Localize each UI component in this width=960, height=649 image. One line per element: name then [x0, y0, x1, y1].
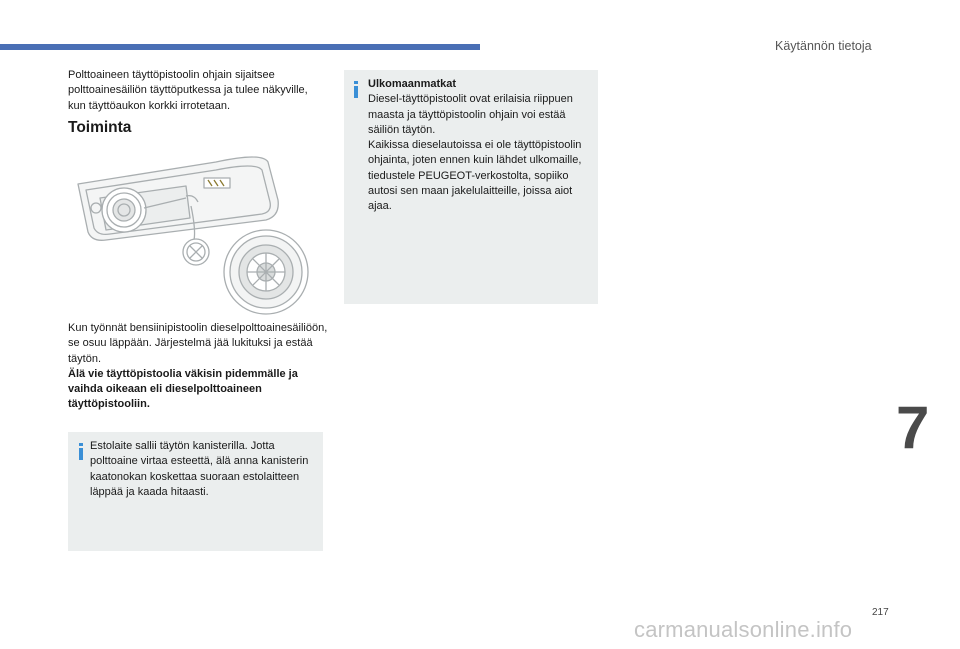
- note-jerrycan-text: Estolaite sallii täytön kanisterilla. Jotta polttoaine virtaa esteettä, älä anna kanisterin kaatonokan koskettaa suoraan estolaitteen läppää ja kaada hitaasti.: [90, 440, 309, 498]
- note-jerrycan: [68, 432, 323, 551]
- operation-text: Kun työnnät bensiinipistoolin dieselpolttoainesäiliöön, se osuu läppään. Järjestelmä jää lukituksi ja estää täytön.: [68, 322, 328, 365]
- section-heading: Toiminta: [68, 119, 132, 136]
- intro-paragraph: Polttoaineen täyttöpistoolin ohjain sijaitsee polttoainesäiliön täyttöputkessa ja tulee näkyville, kun täyttöaukon korkki irrotetaan.: [68, 69, 308, 112]
- note-abroad: [344, 70, 598, 304]
- fuel-filler-illustration: [66, 140, 330, 318]
- section-title: Käytännön tietoja: [775, 39, 872, 53]
- note-abroad-title: Ulkomaanmatkat: [368, 78, 457, 90]
- operation-paragraph: [68, 321, 330, 413]
- operation-warning: Älä vie täyttöpistoolia väkisin pidemmälle ja vaihda oikeaan eli dieselpolttoaineen täyttöpistooliin.: [68, 367, 298, 411]
- chapter-number: 7: [896, 394, 930, 461]
- info-icon: [77, 443, 85, 460]
- page-number: 217: [872, 607, 889, 618]
- watermark: carmanualsonline.info: [634, 617, 853, 642]
- note-abroad-body: [368, 77, 596, 215]
- top-accent-bar: [0, 44, 480, 50]
- info-icon: [352, 81, 360, 98]
- note-abroad-text1: Diesel-täyttöpistoolit ovat erilaisia riippuen maasta ja täyttöpistoolin ohjain voi estää säiliön täytön.: [368, 93, 573, 136]
- note-abroad-text2: Kaikissa dieselautoissa ei ole täyttöpistoolin ohjainta, joten ennen kuin lähdet ulkomaille, tiedustele PEUGEOT-verkostolta, sopiiko autosi sen maan jakelulaitteille, joissa aiot ajaa.: [368, 139, 582, 213]
